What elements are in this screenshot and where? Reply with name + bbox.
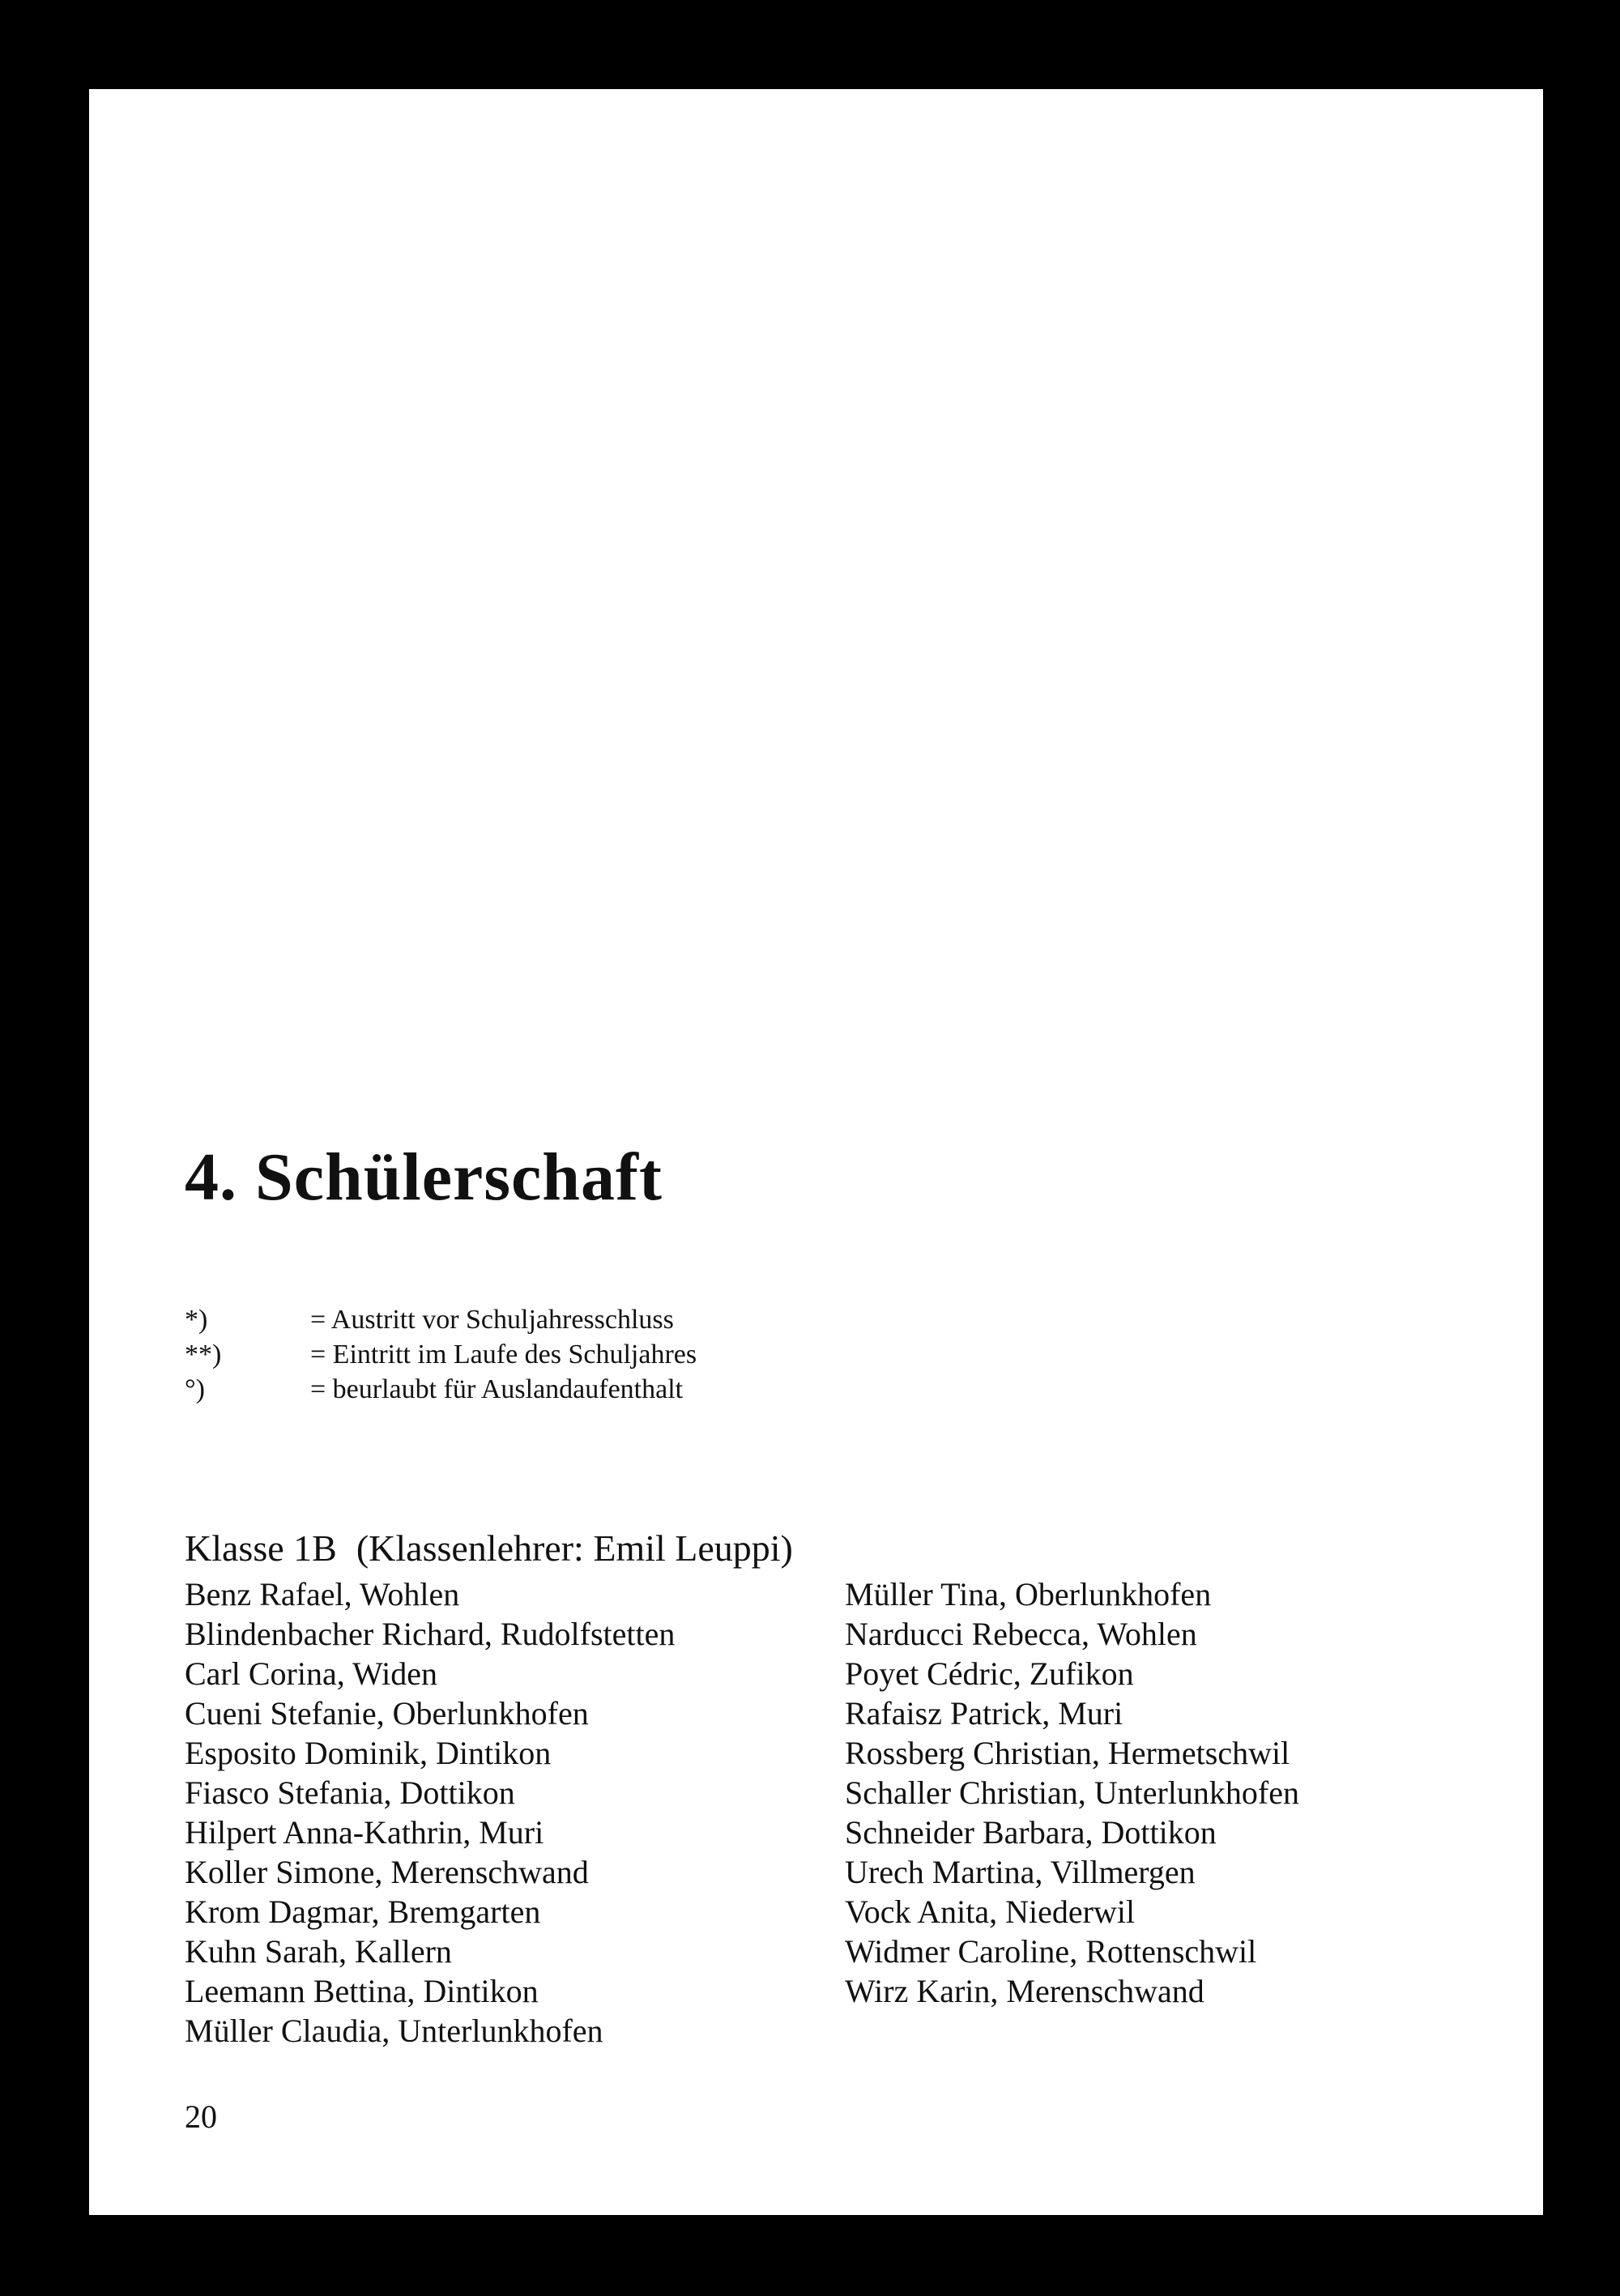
list-item: Poyet Cédric, Zufikon [845,1655,1134,1692]
list-item: Widmer Caroline, Rottenschwil [845,1933,1257,1970]
list-item: Benz Rafael, Wohlen [185,1576,460,1612]
legend-mark: *) [185,1305,208,1335]
list-item: Rafaisz Patrick, Muri [845,1695,1123,1732]
list-item: Narducci Rebecca, Wohlen [845,1616,1197,1652]
list-item: Krom Dagmar, Bremgarten [185,1893,541,1930]
list-item: Blindenbacher Richard, Rudolfstetten [185,1616,676,1652]
legend-text: = Eintritt im Laufe des Schuljahres [310,1340,697,1370]
list-item: Fiasco Stefania, Dottikon [185,1774,515,1811]
list-item: Vock Anita, Niederwil [845,1893,1136,1930]
list-item: Koller Simone, Merenschwand [185,1854,589,1890]
list-item: Leemann Bettina, Dintikon [185,1973,539,2009]
page-number: 20 [185,2098,217,2135]
legend-mark: °) [185,1374,205,1404]
list-item: Wirz Karin, Merenschwand [845,1973,1204,2009]
list-item: Hilpert Anna-Kathrin, Muri [185,1814,544,1851]
legend [185,1302,697,1407]
list-item: Kuhn Sarah, Kallern [185,1933,452,1970]
class-heading [185,1527,793,1570]
legend-row [185,1337,697,1372]
list-item: Müller Tina, Oberlunkhofen [845,1576,1212,1612]
list-item: Schaller Christian, Unterlunkhofen [845,1774,1299,1811]
legend-text: = Austritt vor Schuljahresschluss [310,1305,674,1335]
student-list-right [845,1574,1299,2011]
section-title: 4. Schülerschaft [185,1139,663,1215]
class-teacher: (Klassenlehrer: Emil Leuppi) [356,1527,793,1569]
list-item: Esposito Dominik, Dintikon [185,1735,552,1771]
list-item: Urech Martina, Villmergen [845,1854,1196,1890]
list-item: Cueni Stefanie, Oberlunkhofen [185,1695,589,1732]
student-list-left [185,1574,675,2051]
list-item: Rossberg Christian, Hermetschwil [845,1735,1290,1771]
legend-row [185,1372,697,1407]
legend-row [185,1302,697,1337]
list-item: Carl Corina, Widen [185,1655,438,1692]
class-name: Klasse 1B [185,1527,337,1569]
document-page [89,89,1543,2215]
legend-mark: **) [185,1340,222,1370]
legend-text: = beurlaubt für Auslandaufenthalt [310,1374,684,1404]
list-item: Schneider Barbara, Dottikon [845,1814,1217,1851]
list-item: Müller Claudia, Unterlunkhofen [185,2013,603,2049]
